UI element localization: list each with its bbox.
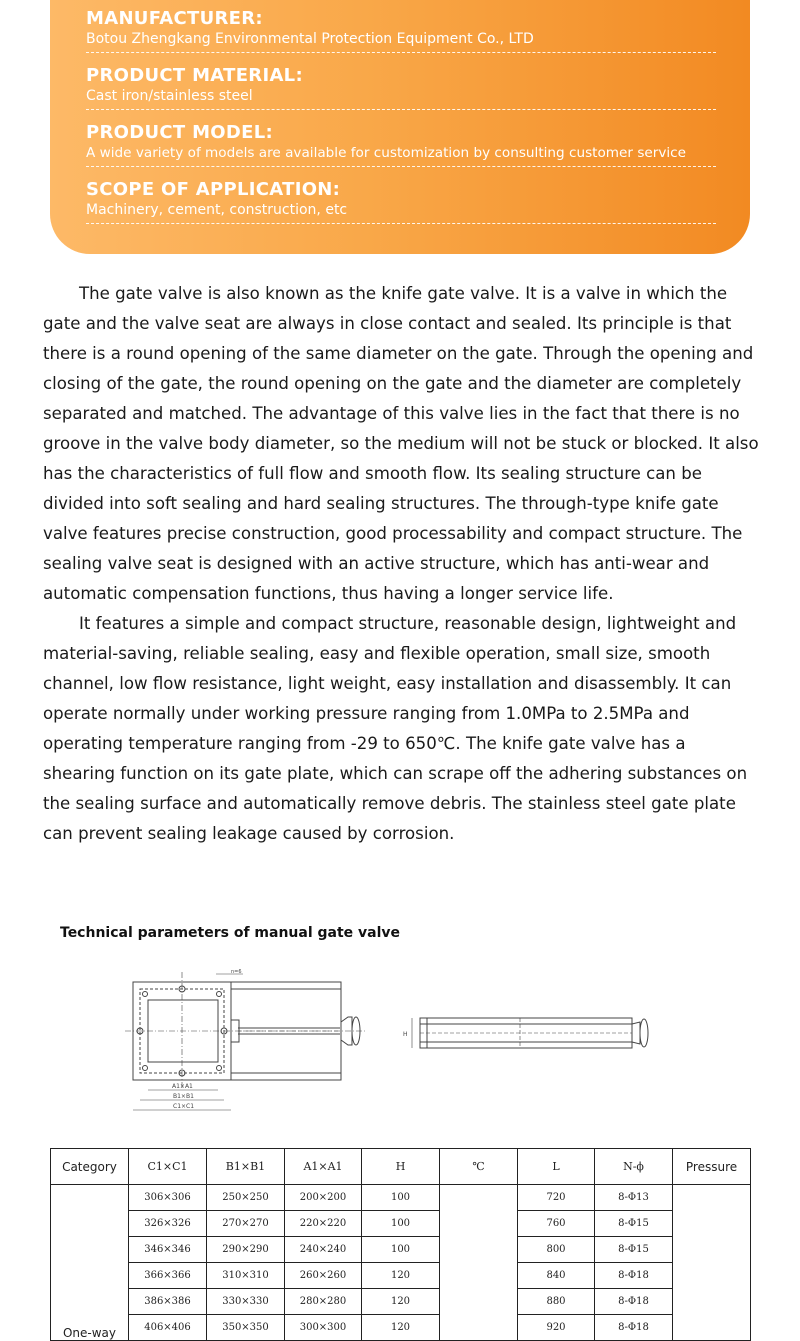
cell-n-phi: 8-Φ18 (595, 1263, 673, 1289)
dimension-label-b1: B1×B1 (173, 1093, 194, 1100)
cell-l: 880 (518, 1289, 595, 1315)
cell-b1: 270×270 (207, 1211, 285, 1237)
cell-n-phi: 8-Φ18 (595, 1315, 673, 1341)
bolt-count-label: n=6 (231, 969, 242, 975)
side-view (403, 1018, 648, 1048)
cell-a1: 240×240 (285, 1237, 362, 1263)
cell-b1: 290×290 (207, 1237, 285, 1263)
info-label: PRODUCT MODEL: (86, 122, 273, 143)
temperature-cell (440, 1185, 518, 1341)
cell-b1: 330×330 (207, 1289, 285, 1315)
column-header: ℃ (440, 1149, 518, 1185)
dimension-label-c1: C1×C1 (173, 1103, 195, 1110)
dashed-divider (86, 109, 716, 110)
table-row (51, 1315, 751, 1341)
cell-h: 100 (362, 1237, 440, 1263)
table-row (51, 1185, 751, 1211)
info-row-scope (86, 179, 716, 224)
cell-c1: 306×306 (129, 1185, 207, 1211)
info-value: Cast iron/stainless steel (86, 88, 253, 104)
dashed-divider (86, 52, 716, 53)
cell-h: 120 (362, 1289, 440, 1315)
cell-l: 840 (518, 1263, 595, 1289)
category-cell: One-way (51, 1185, 129, 1341)
column-header: L (518, 1149, 595, 1185)
info-value: Machinery, cement, construction, etc (86, 202, 348, 218)
cell-l: 920 (518, 1315, 595, 1341)
cell-h: 120 (362, 1263, 440, 1289)
cell-c1: 366×366 (129, 1263, 207, 1289)
cell-c1: 406×406 (129, 1315, 207, 1341)
column-header: Category (51, 1149, 129, 1185)
dimension-label-a1: A1×A1 (172, 1083, 193, 1090)
product-description (43, 279, 759, 849)
cell-l: 760 (518, 1211, 595, 1237)
info-row-model (86, 122, 716, 167)
cell-b1: 350×350 (207, 1315, 285, 1341)
dimension-label-h: H (403, 1031, 408, 1038)
column-header: Pressure (673, 1149, 751, 1185)
table-row (51, 1289, 751, 1315)
info-row-material (86, 65, 716, 110)
dashed-divider (86, 223, 716, 224)
product-info-card (50, 0, 750, 254)
cell-a1: 280×280 (285, 1289, 362, 1315)
cell-c1: 326×326 (129, 1211, 207, 1237)
cell-a1: 220×220 (285, 1211, 362, 1237)
cell-n-phi: 8-Φ15 (595, 1211, 673, 1237)
table-header-row (51, 1149, 751, 1185)
cell-b1: 250×250 (207, 1185, 285, 1211)
column-header: A1×A1 (285, 1149, 362, 1185)
cell-a1: 200×200 (285, 1185, 362, 1211)
table-row (51, 1211, 751, 1237)
column-header: C1×C1 (129, 1149, 207, 1185)
cell-c1: 386×386 (129, 1289, 207, 1315)
column-header: H (362, 1149, 440, 1185)
cell-a1: 260×260 (285, 1263, 362, 1289)
column-header: B1×B1 (207, 1149, 285, 1185)
cell-n-phi: 8-Φ13 (595, 1185, 673, 1211)
cell-h: 100 (362, 1185, 440, 1211)
cell-h: 120 (362, 1315, 440, 1341)
info-value: Botou Zhengkang Environmental Protection Equipment Co., LTD (86, 31, 534, 47)
cell-a1: 300×300 (285, 1315, 362, 1341)
cell-c1: 346×346 (129, 1237, 207, 1263)
cell-l: 720 (518, 1185, 595, 1211)
info-value: A wide variety of models are available for customization by consulting customer service (86, 145, 687, 161)
front-view (125, 969, 365, 1110)
description-paragraph: The gate valve is also known as the knife gate valve. It is a valve in which the gate and the valve seat are always in close contact and sealed. Its principle is that there is a round opening of the same diameter on the gate. Through the opening and closing of the gate, the round opening on the gate and the diameter are completely separated and matched. The advantage of this valve lies in the fact that there is no groove in the valve body diameter, so the medium will not be stuck or blocked. It also has the characteristics of full flow and smooth flow. Its sealing structure can be divided into soft sealing and hard sealing structures. The through-type knife gate valve features precise construction, good processability and compact structure. The sealing valve seat is designed with an active structure, which has anti-wear and automatic compensation functions, thus having a longer service life. (43, 284, 759, 603)
cell-h: 100 (362, 1211, 440, 1237)
info-label: PRODUCT MATERIAL: (86, 65, 303, 86)
valve-technical-drawing (120, 962, 660, 1122)
cell-b1: 310×310 (207, 1263, 285, 1289)
table-row (51, 1263, 751, 1289)
table-row (51, 1237, 751, 1263)
info-label: MANUFACTURER: (86, 8, 263, 29)
section-title: Technical parameters of manual gate valve (60, 925, 401, 941)
cell-n-phi: 8-Φ15 (595, 1237, 673, 1263)
spec-table (50, 1148, 751, 1341)
dashed-divider (86, 166, 716, 167)
info-label: SCOPE OF APPLICATION: (86, 179, 341, 200)
cell-n-phi: 8-Φ18 (595, 1289, 673, 1315)
description-paragraph: It features a simple and compact structure, reasonable design, lightweight and material-saving, reliable sealing, easy and flexible operation, small size, smooth channel, low flow resistance, light weight, easy installation and disassembly. It can operate normally under working pressure ranging from 1.0MPa to 2.5MPa and operating temperature ranging from -29 to 650℃. The knife gate valve has a shearing function on its gate plate, which can scrape off the adhering substances on the sealing surface and automatically remove debris. The stainless steel gate plate can prevent sealing leakage caused by corrosion. (43, 614, 748, 843)
cell-l: 800 (518, 1237, 595, 1263)
pressure-cell (673, 1185, 751, 1341)
info-row-manufacturer (86, 8, 716, 53)
column-header: N-ϕ (595, 1149, 673, 1185)
